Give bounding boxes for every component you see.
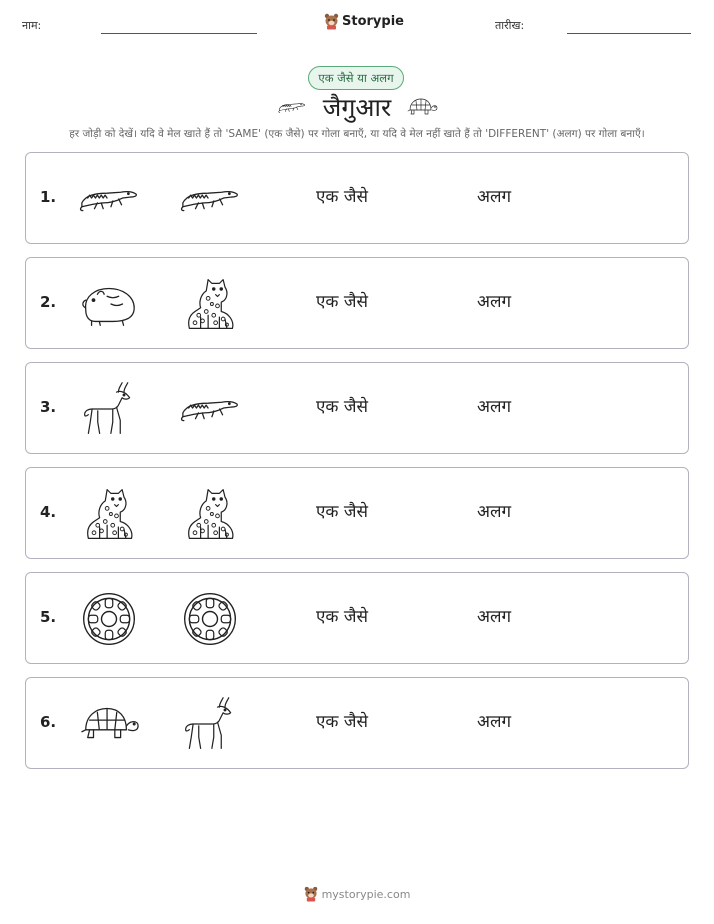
footer-url[interactable]: mystorypie.com — [321, 887, 411, 901]
row-number: 5. — [40, 608, 57, 626]
exercise-row — [25, 467, 689, 559]
exercise-row — [25, 257, 689, 349]
exercise-row — [25, 152, 689, 244]
name-label: नाम: — [22, 19, 42, 32]
option-different[interactable]: अलग — [477, 607, 512, 627]
row-number: 3. — [40, 398, 57, 416]
row-number: 1. — [40, 188, 57, 206]
row-number: 2. — [40, 293, 57, 311]
exercise-row — [25, 572, 689, 664]
date-label: तारीख: — [495, 19, 525, 32]
storypie-bear-icon — [304, 886, 318, 902]
option-same[interactable]: एक जैसे — [316, 502, 368, 522]
jaguar-icon — [179, 484, 241, 544]
row-number: 4. — [40, 503, 57, 521]
guinea-pig-icon — [78, 274, 140, 334]
page-title: जैगुआर — [322, 93, 392, 122]
option-same[interactable]: एक जैसे — [316, 607, 368, 627]
option-different[interactable]: अलग — [477, 712, 512, 732]
name-line[interactable] — [101, 33, 257, 34]
option-same[interactable]: एक जैसे — [316, 712, 368, 732]
gazelle-icon — [179, 694, 241, 754]
exercise-row — [25, 677, 689, 769]
tortoise-icon — [405, 96, 439, 118]
crocodile-icon — [179, 379, 241, 439]
date-line[interactable] — [567, 33, 691, 34]
option-same[interactable]: एक जैसे — [316, 292, 368, 312]
option-same[interactable]: एक जैसे — [316, 397, 368, 417]
instructions: हर जोड़ी को देखें। यदि वे मेल खाते हैं तो 'SAME' (एक जैसे) पर गोला बनाएँ, या यदि वे मेल नहीं खाते हैं तो 'DIFFERENT' (अलग) पर गोला बनाएँ। — [69, 128, 645, 140]
option-different[interactable]: अलग — [477, 397, 512, 417]
option-same[interactable]: एक जैसे — [316, 187, 368, 207]
option-different[interactable]: अलग — [477, 502, 512, 522]
option-different[interactable]: अलग — [477, 292, 512, 312]
rosette-icon — [179, 589, 241, 649]
storypie-logo — [324, 13, 404, 30]
row-number: 6. — [40, 713, 57, 731]
storypie-bear-icon — [324, 13, 339, 30]
logo-text: Storypie — [342, 14, 404, 29]
crocodile-icon — [78, 169, 140, 229]
jaguar-icon — [78, 484, 140, 544]
footer — [0, 886, 714, 902]
crocodile-icon — [179, 169, 241, 229]
jaguar-icon — [179, 274, 241, 334]
exercise-row — [25, 362, 689, 454]
tortoise-icon — [78, 694, 140, 754]
category-badge: एक जैसे या अलग — [308, 66, 404, 90]
crocodile-icon — [275, 98, 309, 116]
gazelle-icon — [78, 379, 140, 439]
rosette-icon — [78, 589, 140, 649]
option-different[interactable]: अलग — [477, 187, 512, 207]
